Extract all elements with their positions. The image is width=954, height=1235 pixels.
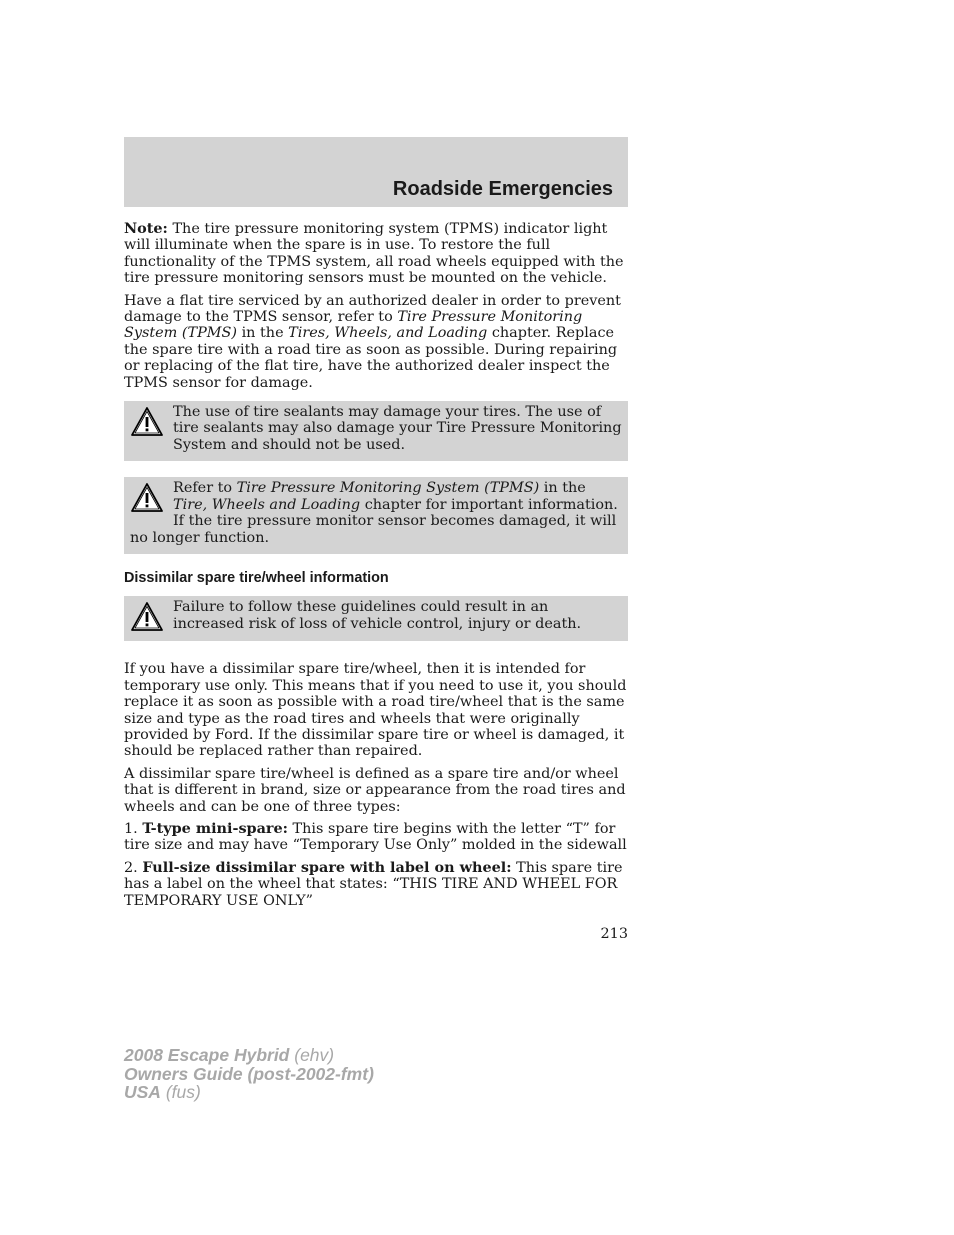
dissimilar-paragraph: If you have a dissimilar spare tire/wheel, then it is intended for temporary use only. This means that if you need to use it, you should replace it as soon as possible with a road tire/wheel that is the same size and type as the road tires and wheels that were originally provided by Ford. If the dissimilar spare tire or wheel is damaged, it should be replaced rather than repaired. [124, 661, 627, 760]
italic-reference: Tire, Wheels and Loading [173, 496, 361, 513]
type-item-1 [124, 821, 628, 854]
footer-market: USA [124, 1082, 161, 1102]
section-heading: Dissimilar spare tire/wheel information [124, 569, 389, 586]
type-item-2 [124, 860, 628, 909]
page-title: Roadside Emergencies [392, 178, 613, 200]
warning-text: Failure to follow these guidelines could result in an increased risk of loss of vehicle control, injury or death. [173, 599, 582, 632]
service-paragraph [124, 293, 628, 391]
text-run: chapter for important information. If the tire pressure monitor sensor becomes damaged, it will no longer function. [130, 496, 618, 546]
text-run: in the [237, 325, 289, 342]
warning-box-tpms-reference [124, 477, 628, 554]
warning-box-sealants [124, 401, 628, 461]
warning-text: The use of tire sealants may damage your tires. The use of tire sealants may also damage your Tire Pressure Monitoring System and should not be used. [173, 404, 622, 453]
item-text: This spare tire has a label on the wheel that states: “THIS TIRE AND WHEEL FOR TEMPORARY USE ONLY” [124, 859, 623, 909]
italic-reference: Tires, Wheels, and Loading [288, 325, 488, 342]
warning-box-guidelines [124, 596, 628, 641]
warning-triangle-icon [130, 406, 164, 438]
footer-market-code: (fus) [160, 1082, 201, 1102]
page-number: 213 [600, 926, 628, 942]
footer-model: 2008 Escape Hybrid [124, 1045, 290, 1065]
note-paragraph [124, 221, 628, 287]
italic-reference: Tire Pressure Monitoring System (TPMS) [124, 309, 583, 342]
footer-line-market [124, 1083, 374, 1102]
footer-line-model [124, 1046, 374, 1065]
definition-paragraph: A dissimilar spare tire/wheel is defined as a spare tire and/or wheel that is different in brand, size or appearance from the road tires and wheels and can be one of three types: [124, 765, 626, 815]
item-label: Full-size dissimilar spare with label on wheel: [142, 858, 512, 876]
note-text: The tire pressure monitoring system (TPMS) indicator light will illuminate when the spare is in use. To restore the full functionality of the TPMS system, all road wheels equipped with the tire pressure monitoring sensors must be mounted on the vehicle. [124, 221, 624, 287]
text-run: Have a flat tire serviced by an authorized dealer in order to prevent damage to the TPMS sensor, refer to [124, 292, 621, 326]
page-content [124, 221, 628, 915]
note-label: Note: [124, 220, 168, 237]
text-run: chapter. Replace the spare tire with a road tire as soon as possible. During repairing or replacing of the flat tire, have the authorized dealer inspect the TPMS sensor for damage. [124, 325, 618, 391]
item-number: 2. [124, 859, 143, 876]
footer-model-code: (ehv) [289, 1045, 335, 1065]
warning-triangle-icon [130, 482, 164, 514]
warning-triangle-icon [130, 601, 164, 633]
footer-guide: Owners Guide (post-2002-fmt) [124, 1063, 374, 1084]
text-run: in the [539, 480, 586, 497]
item-number: 1. [124, 820, 143, 837]
footer-line-guide [124, 1065, 374, 1084]
italic-reference: Tire Pressure Monitoring System (TPMS) [236, 480, 540, 497]
item-text: This spare tire begins with the letter “T” for tire size and may have “Temporary Use Only” molded in the sidewall [124, 820, 627, 854]
item-label: T-type mini-spare: [142, 819, 288, 837]
section-header-bar [124, 137, 628, 207]
text-run: Refer to [173, 480, 237, 497]
document-footer [124, 1046, 374, 1102]
